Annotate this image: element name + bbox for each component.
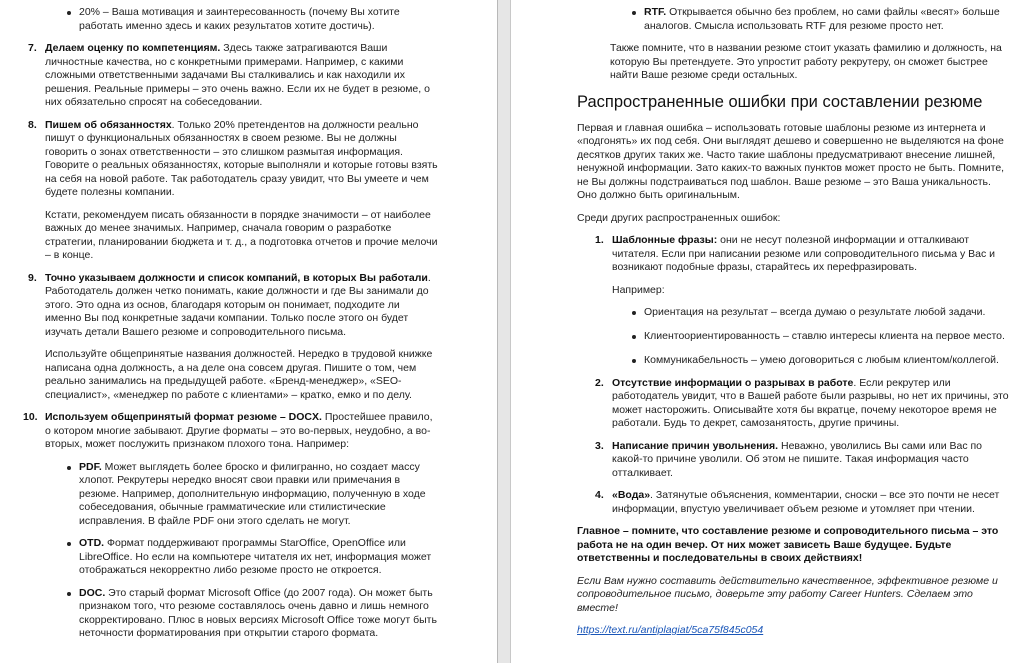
format-name: DOC. xyxy=(79,586,106,599)
error-item-3 xyxy=(595,440,1009,481)
item-text: Простейшее правило, о котором многие забывают. Другие форматы – это во-первых, неудобно, а во-вторых, может послужить признаком плохого тона. Например: xyxy=(45,411,433,450)
item-lead: Точно указываем должности и список компаний, в которых Вы работали xyxy=(45,271,428,284)
item-number: 1. xyxy=(595,234,604,246)
paragraph-also: Также помните, что в названии резюме стоит указать фамилию и должность, на которую Вы претендуете. Это упростит работу рекрутеру, он сможет быстрее найти Ваше резюме среди остальных. xyxy=(610,42,1002,81)
format-text: Формат поддерживают программы StarOffice, OpenOffice или LibreOffice. Но если на компьютере читателя их нет, информация может отображаться некорректно либо резюме просто не откроется. xyxy=(79,537,432,576)
item-lead: Используем общепринятый формат резюме – DOCX. xyxy=(45,411,322,423)
item-lead: Написание причин увольнения. xyxy=(612,439,779,452)
main-point: Главное – помните, что составление резюме и сопроводительного письма – это работа не на один вечер. От них может зависеть Ваше будущее. Будьте ответственны и последовательны в своих действиях! xyxy=(577,525,999,564)
item-lead: Шаблонные фразы: xyxy=(612,234,718,246)
format-text: Открывается обычно без проблем, но сами файлы «весят» больше аналогов. Смысла использовать RTF для резюме просто нет. xyxy=(644,6,1000,32)
format-doc xyxy=(65,587,438,641)
error-item-4 xyxy=(595,489,1009,516)
antiplagiat-link[interactable]: https://text.ru/antiplagiat/5ca75f845c054 xyxy=(577,624,764,636)
document-page-left xyxy=(0,0,497,663)
item-number: 4. xyxy=(595,489,604,501)
item-number: 7. xyxy=(28,42,37,54)
promo-text: Если Вам нужно составить действительно качественное, эффективное резюме и сопроводительное письмо, доверьте эту работу Career Hunters. Сделаем это вместе! xyxy=(577,574,998,614)
list-item-10 xyxy=(23,411,438,452)
format-name: RTF. xyxy=(644,6,667,18)
page-gap xyxy=(497,0,511,663)
item-text: . Только 20% претендентов на должности реально пишут о функциональных обязанностях в своем резюме. Вы не должны говорить о зонах ответственности – это слишком размытая информация. Говорите о реальных обязанностях, которые выполняли и которые готовы взять на себя на новой работе. Так работодатель сразу увидит, что Вы умеете и чем будете полезны компании. xyxy=(45,118,438,198)
bullet-text: 20% – Ваша мотивация и заинтересованность (почему Вы хотите работать именно здесь и каких результатов хотите достичь). xyxy=(79,6,400,32)
example-label: Например: xyxy=(612,283,665,296)
item-text: они не несут полезной информации и отталкивают читателя. Если при написании резюме или сопроводительного письма у Вас и возникают подобные фразы, старайтесь их перефразировать. xyxy=(612,234,996,273)
item-number: 10. xyxy=(23,411,38,423)
item-text: . Если рекрутер или работодатель увидит, что в Вашей работе были разрывы, но нет их причины, это может насторожить. Описывайте хотя бы вкратце, почему некоторое время не работали. Будь то декрет, самозанятость, другие причины. xyxy=(612,376,1009,429)
example-item xyxy=(630,306,1009,320)
item-text: Здесь также затрагиваются Ваши личностные качества, но с конкретными примерами. Например, с какими сложными ответственными задачами Вы сталкивались и как находили их решения. Реальные примеры – это очень важно. Если их не будет в резюме, о них обязательно спросят на собеседовании. xyxy=(45,42,430,108)
item-number: 9. xyxy=(28,271,37,284)
paragraph-among: Среди других распространенных ошибок: xyxy=(577,211,781,224)
item-number: 8. xyxy=(28,118,37,131)
item-extra: Используйте общепринятые названия должностей. Нередко в трудовой книжке написана одна должность, а на деле она совсем другая. Пишите о том, чем реально занимались на предыдущей работе. «Бренд-менеджер», «SEO-специалист», «менеджер по работе с клиентами» – кратко, емко и по делу. xyxy=(45,348,433,401)
example-text: Коммуникабельность – умею договориться с любым клиентом/коллегой. xyxy=(644,354,999,366)
format-name: OTD. xyxy=(79,537,105,549)
item-number: 2. xyxy=(595,376,604,389)
format-text: Может выглядеть более броско и филигранно, но создает массу хлопот. Рекрутеры нередко вносят свои правки или примечания в резюме. Например, дополнительную информацию, полученную в ходе собеседования, обычные грамматические или стилистические исправления. В файле PDF они этого сделать не могут. xyxy=(79,460,426,527)
format-otd xyxy=(65,537,438,578)
format-name: PDF. xyxy=(79,460,102,473)
item-extra: Кстати, рекомендуем писать обязанности в порядке значимости – от наиболее важных до менее значимых. Например, сначала говорим о разработке стратегии, планировании бюджета и т. д., а подготовка отчетов и прочие мелочи – в конце. xyxy=(45,208,438,261)
error-item-2 xyxy=(595,377,1009,431)
format-rtf xyxy=(630,6,1009,33)
document-page-right xyxy=(512,0,1026,663)
paragraph-intro: Первая и главная ошибка – использовать готовые шаблоны резюме из интернета и «подгонять» их под себя. Они выглядят дешево и совершенно не выделяются на фоне десятков других таких же. Часто такие шаблоны предусматривают внесение лишней, ненужной информации. Зато каких-то важных пунктов может просто не быть. Помните, не Вы должны подстраиваться под шаблон. Ваше резюме – это Ваша уникальность. Оно должно быть оригинальным. xyxy=(577,121,1005,201)
item-lead: Отсутствие информации о разрывах в работе xyxy=(612,376,854,389)
format-text: Это старый формат Microsoft Office (до 2007 года). Он может быть признаком того, что резюме составлялось очень давно и лишь немного скорректировано. Плюс в новых версиях Microsoft Office тоже могут быть неточности форматирования при открытии старого формата. xyxy=(79,586,437,639)
list-item xyxy=(65,6,438,33)
list-item-9 xyxy=(28,272,438,403)
item-lead: Пишем об обязанностях xyxy=(45,118,172,131)
list-item-8 xyxy=(28,119,438,263)
item-text: Неважно, уволились Вы сами или Вас по какой-то причине уволили. Об этом не пишите. Такая информация часто отталкивает. xyxy=(612,439,983,479)
item-lead: Делаем оценку по компетенциям. xyxy=(45,42,221,54)
list-item-7 xyxy=(28,42,438,110)
example-item xyxy=(630,354,1009,368)
item-number: 3. xyxy=(595,439,604,452)
item-text: . Работодатель должен четко понимать, какие должности и где Вы занимали до этого. Это одна из основ, благодаря которым он понимает, подходите ли именно Вы под конкретные задачи компании. Только после этого он будет изучать детали Вашего резюме и сопроводительного письма. xyxy=(45,271,431,338)
item-lead: «Вода» xyxy=(612,489,651,501)
error-item-1 xyxy=(595,234,1009,368)
format-pdf xyxy=(65,461,438,529)
item-text: . Затянутые объяснения, комментарии, сноски – все это почти не несет информации, впустую увеличивает объем резюме и утомляет при чтении. xyxy=(612,489,1000,515)
example-text: Ориентация на результат – всегда думаю о результате любой задачи. xyxy=(644,306,986,318)
example-item xyxy=(630,330,1009,344)
section-heading: Распространенные ошибки при составлении резюме xyxy=(577,92,983,111)
example-text: Клиентоориентированность – ставлю интересы клиента на первое место. xyxy=(644,330,1005,342)
